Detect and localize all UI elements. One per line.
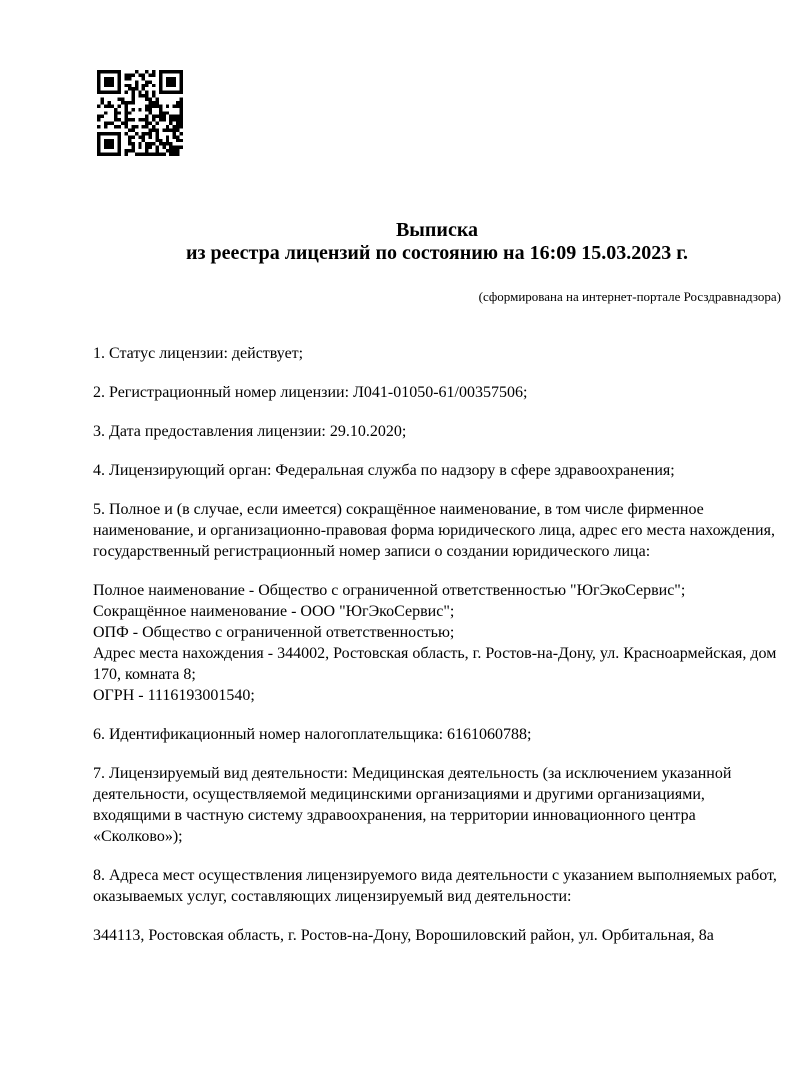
item-3-grant-date: 3. Дата предоставления лицензии: 29.10.2020; [93,423,407,440]
entity-details-block [93,580,781,706]
entity-detail-line: Полное наименование - Общество с ограниченной ответственностью "ЮгЭкоСервис"; [93,582,686,599]
item-6-taxpayer-number: 6. Идентификационный номер налогоплательщика: 6161060788; [93,726,532,743]
entity-detail-line: Адрес места нахождения - 344002, Ростовская область, г. Ростов-на-Дону, ул. Красноармейская, дом 170, комната 8; [93,645,777,683]
entity-detail-line: ОПФ - Общество с ограниченной ответственностью; [93,624,455,641]
qr-code-icon [97,70,183,156]
activity-address-line: 344113, Ростовская область, г. Ростов-на-Дону, Ворошиловский район, ул. Орбитальная, 8а [93,927,714,944]
document-content [93,219,781,946]
document-title [93,219,781,265]
title-line-1: Выписка [395,219,479,241]
document-subtitle: (сформирована на интернет-портале Росздравнадзора) [478,289,781,304]
item-4-licensing-authority: 4. Лицензирующий орган: Федеральная служба по надзору в сфере здравоохранения; [93,462,675,479]
item-7-licensed-activity: 7. Лицензируемый вид деятельности: Медицинская деятельность (за исключением указанной деятельности, осуществляемой медицинскими организациями и другими организациями, входящими в частную систему здравоохранения, на территории инновационного центра «Сколково»); [93,765,732,845]
item-8-addresses-heading: 8. Адреса мест осуществления лицензируемого вида деятельности с указанием выполняемых работ, оказываемых услуг, составляющих лицензируемый вид деятельности: [93,867,777,905]
item-1-license-status: 1. Статус лицензии: действует; [93,345,304,362]
document-body [93,343,781,946]
title-line-2: из реестра лицензий по состоянию на 16:09 15.03.2023 г. [185,242,689,264]
item-2-registration-number: 2. Регистрационный номер лицензии: Л041-01050-61/00357506; [93,384,528,401]
entity-detail-line: Сокращённое наименование - ООО "ЮгЭкоСервис"; [93,603,455,620]
item-5-entity-name-heading: 5. Полное и (в случае, если имеется) сокращённое наименование, в том числе фирменное наименование, и организационно-правовая форма юридического лица, адрес его места нахождения, государственный регистрационный номер записи о создании юридического лица: [93,501,775,560]
entity-detail-line: ОГРН - 1116193001540; [93,687,255,704]
